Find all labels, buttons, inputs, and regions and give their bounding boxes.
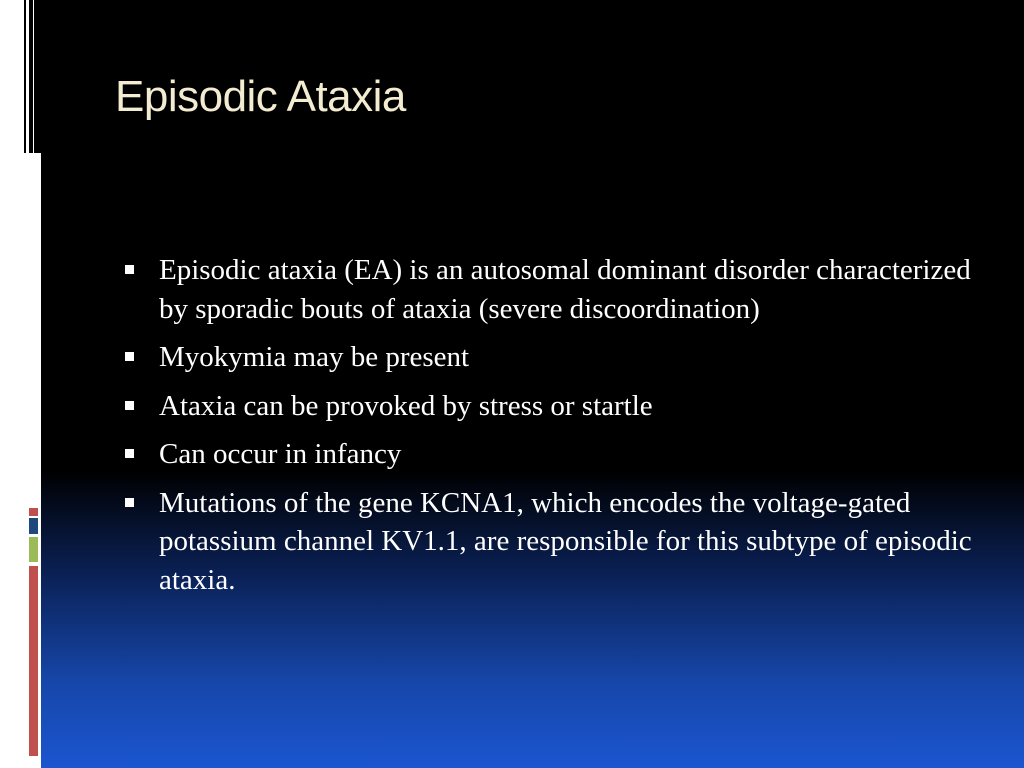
accent-block-blue bbox=[29, 518, 38, 534]
bullet-text: Mutations of the gene KCNA1, which encodes the voltage-gated potassium channel KV1.1, are responsible for this subtype of episodic ataxia. bbox=[159, 486, 972, 596]
accent-block-green bbox=[29, 537, 38, 562]
bullet-item bbox=[124, 484, 984, 600]
bullet-text: Can occur in infancy bbox=[159, 438, 402, 470]
left-decorative-strip bbox=[0, 0, 41, 768]
accent-bar-red bbox=[29, 566, 38, 756]
decorative-bar bbox=[29, 0, 33, 153]
bullet-text: Episodic ataxia (EA) is an autosomal dominant disorder characterized by sporadic bouts of ataxia (severe discoordination) bbox=[159, 254, 971, 325]
bullet-item bbox=[124, 251, 984, 328]
accent-block-red bbox=[29, 508, 38, 516]
square-bullet-icon bbox=[125, 449, 134, 458]
bullet-item bbox=[124, 387, 984, 426]
bullet-item bbox=[124, 338, 984, 377]
square-bullet-icon bbox=[125, 352, 134, 361]
square-bullet-icon bbox=[125, 265, 134, 274]
bullet-text: Myokymia may be present bbox=[159, 341, 470, 373]
square-bullet-icon bbox=[125, 401, 134, 410]
bullet-text: Ataxia can be provoked by stress or startle bbox=[159, 389, 653, 422]
bullet-list bbox=[124, 251, 984, 609]
square-bullet-icon bbox=[125, 498, 134, 507]
slide-title: Episodic Ataxia bbox=[115, 72, 406, 121]
decorative-bar bbox=[24, 0, 26, 153]
decorative-bar bbox=[34, 0, 41, 153]
bullet-item bbox=[124, 435, 984, 474]
